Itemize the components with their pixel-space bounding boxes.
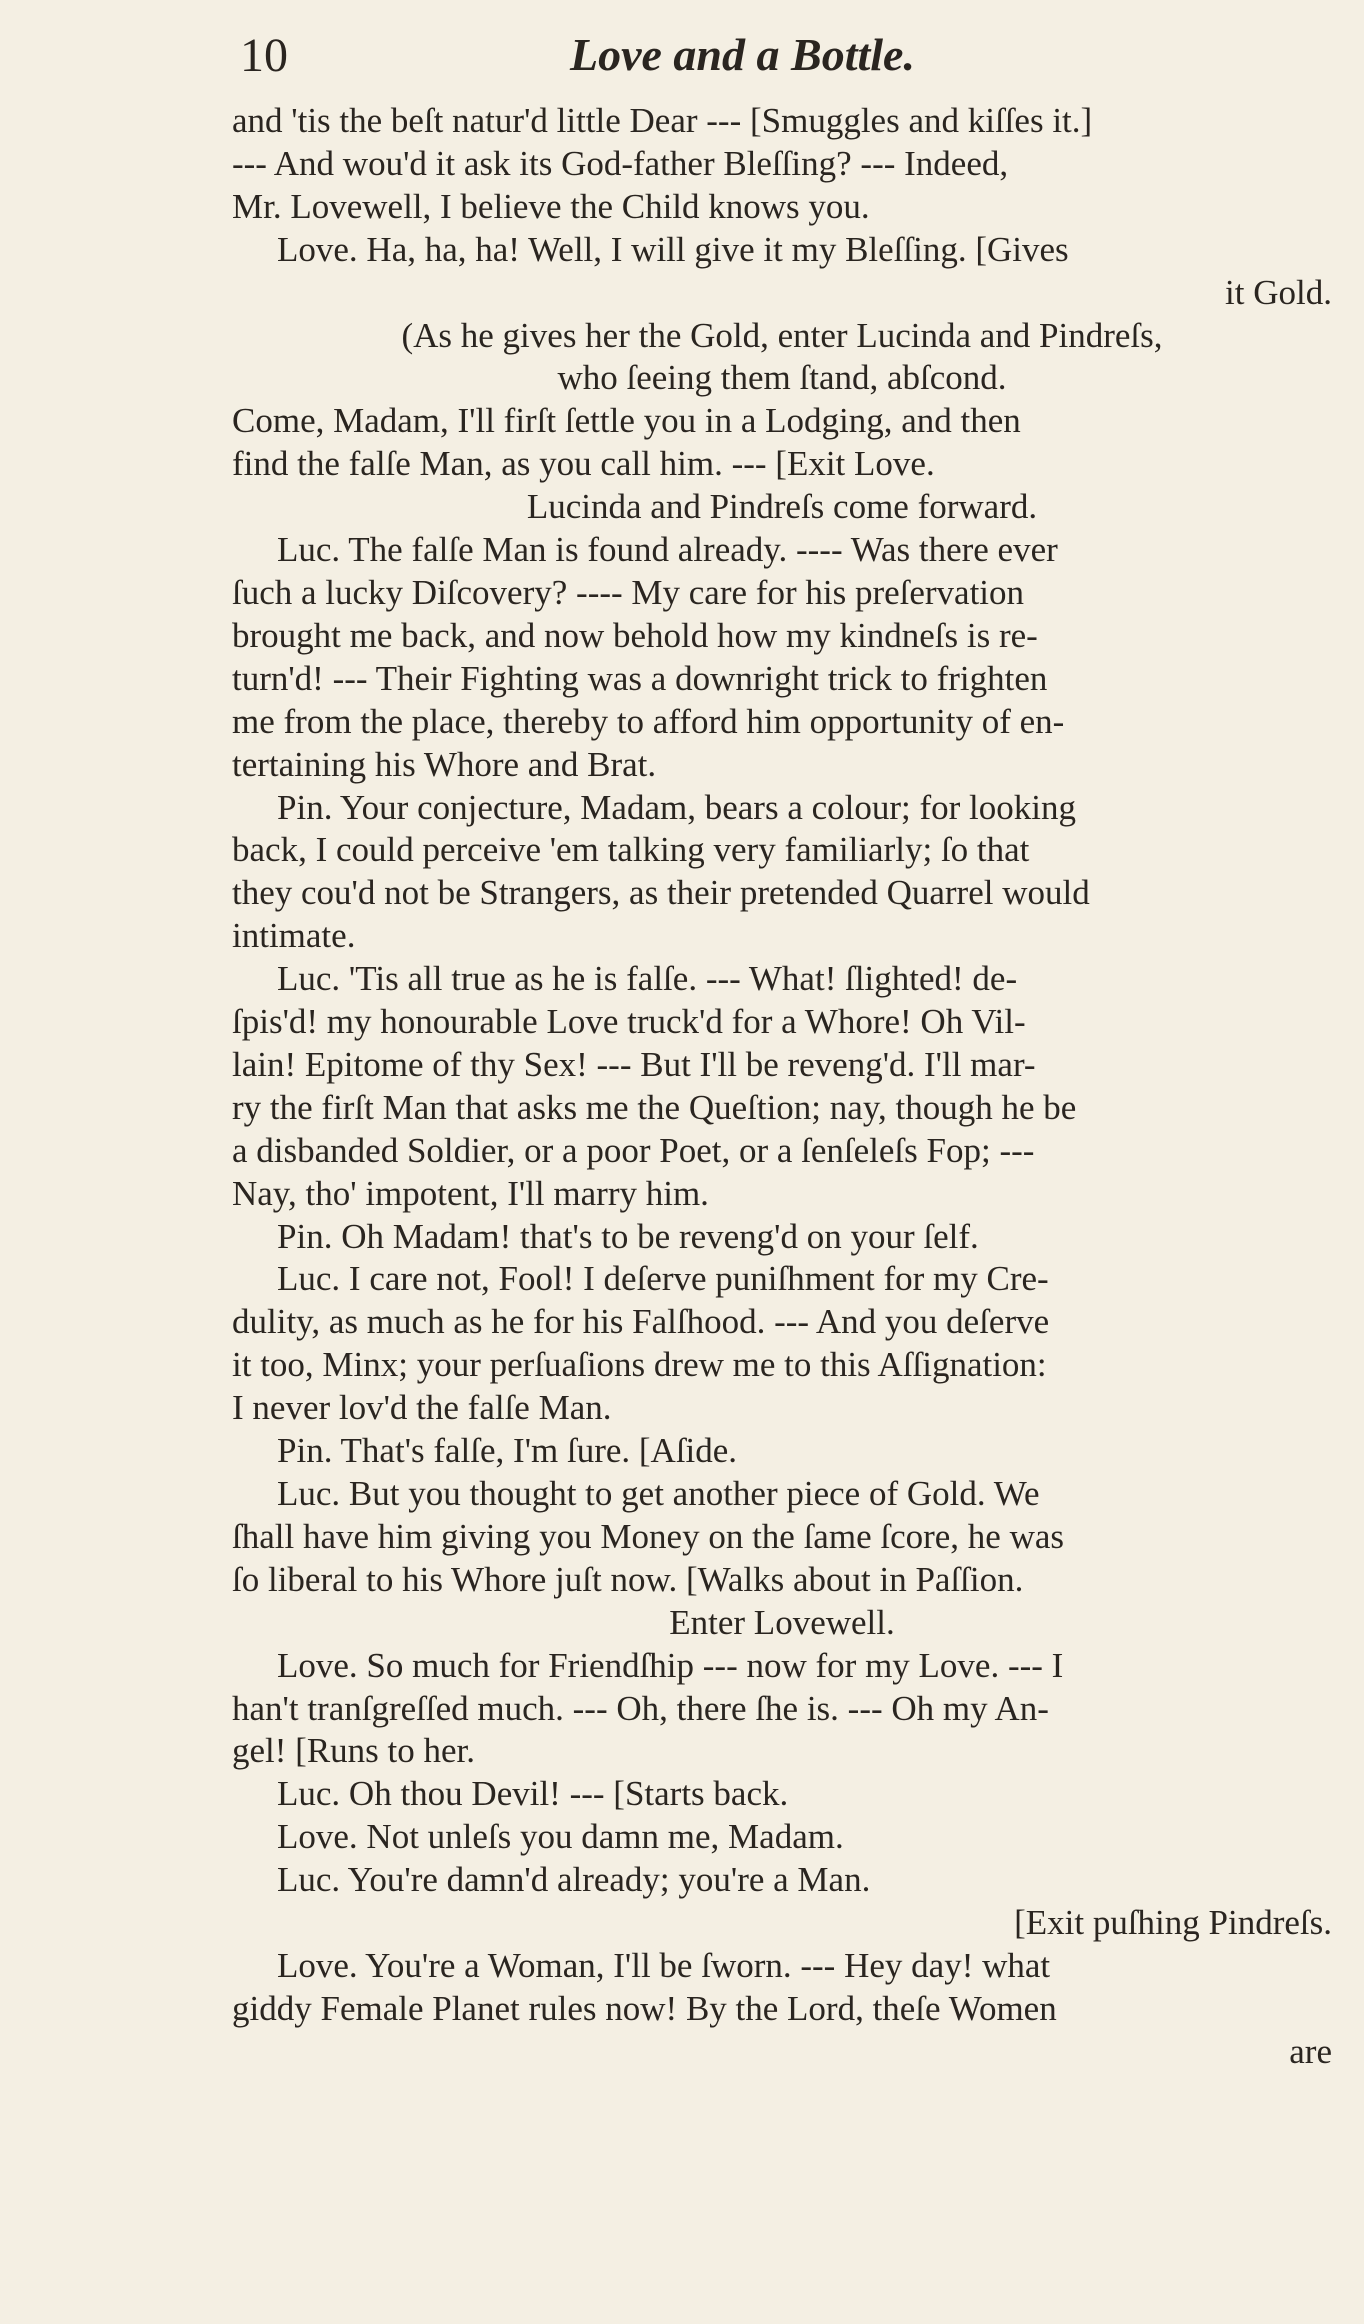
- text-line: tertaining his Whore and Brat.: [232, 744, 657, 784]
- text-line: Come, Madam, I'll firſt ſettle you in a Lodging, and then: [232, 401, 1021, 441]
- text-line: ry the firſt Man that asks me the Queſtion; nay, though he be: [232, 1087, 1077, 1127]
- text-line: --- And wou'd it ask its God-father Bleſſing? --- Indeed,: [232, 143, 1009, 183]
- text-line: a disbanded Soldier, or a poor Poet, or a ſenſeleſs Fop; ---: [232, 1130, 1035, 1170]
- text-line: dulity, as much as he for his Falſhood. --- And you deſerve: [232, 1302, 1050, 1342]
- running-title: Love and a Bottle.: [570, 29, 915, 80]
- text-line: find the falſe Man, as you call him. --- [Exit Love.: [232, 444, 935, 484]
- text-line: giddy Female Planet rules now! By the Lord, theſe Women: [232, 1988, 1057, 2028]
- text-line: gel! [Runs to her.: [232, 1731, 476, 1771]
- text-line: Pin. Oh Madam! that's to be reveng'd on your ſelf.: [277, 1216, 979, 1256]
- text-line: Mr. Lovewell, I believe the Child knows you.: [232, 186, 870, 226]
- text-line: (As he gives her the Gold, enter Lucinda and Pindreſs,: [401, 315, 1163, 355]
- page-header: [240, 28, 1320, 88]
- text-line: Love. Not unleſs you damn me, Madam.: [277, 1817, 844, 1857]
- text-line: ſhall have him giving you Money on the ſame ſcore, he was: [232, 1516, 1065, 1556]
- text-line: intimate.: [232, 916, 356, 956]
- text-line: Love. So much for Friendſhip --- now for my Love. --- I: [277, 1645, 1064, 1685]
- page-body: [232, 100, 1332, 2074]
- text-line: Pin. Your conjecture, Madam, bears a colour; for looking: [277, 787, 1077, 827]
- text-line: Luc. But you thought to get another piece of Gold. We: [277, 1474, 1040, 1513]
- text-line: back, I could perceive 'em talking very familiarly; ſo that: [232, 830, 1030, 870]
- text-line: ſuch a lucky Diſcovery? ---- My care for his preſervation: [232, 572, 1025, 612]
- text-line: Luc. I care not, Fool! I deſerve puniſhment for my Cre-: [277, 1259, 1049, 1299]
- text-line: Luc. Oh thou Devil! --- [Starts back.: [277, 1774, 789, 1814]
- text-line: turn'd! --- Their Fighting was a downright trick to frighten: [232, 658, 1048, 698]
- text-line: Love. Ha, ha, ha! Well, I will give it my Bleſſing. [Gives: [277, 229, 1069, 269]
- text-line: and 'tis the beſt natur'd little Dear --- [Smuggles and kiſſes it.]: [232, 101, 1093, 140]
- text-line: lain! Epitome of thy Sex! --- But I'll be reveng'd. I'll mar-: [232, 1044, 1036, 1084]
- text-line: ſo liberal to his Whore juſt now. [Walks about in Paſſion.: [232, 1559, 1024, 1599]
- text-line: they cou'd not be Strangers, as their pretended Quarrel would: [232, 873, 1090, 913]
- text-line: Nay, tho' impotent, I'll marry him.: [232, 1173, 709, 1213]
- text-line: Lucinda and Pindreſs come forward.: [526, 487, 1038, 527]
- text-line: it too, Minx; your perſuaſions drew me to this Aſſignation:: [232, 1345, 1047, 1385]
- text-line: ſpis'd! my honourable Love truck'd for a Whore! Oh Vil-: [232, 1002, 1026, 1042]
- text-line: it Gold.: [1225, 272, 1332, 312]
- text-line: Love. You're a Woman, I'll be ſworn. --- Hey day! what: [277, 1945, 1051, 1985]
- text-line: Enter Lovewell.: [669, 1602, 895, 1642]
- text-line: who ſeeing them ſtand, abſcond.: [557, 358, 1007, 398]
- text-line: Luc. The falſe Man is found already. ---- Was there ever: [277, 530, 1058, 570]
- text-line: I never lov'd the falſe Man.: [232, 1388, 612, 1428]
- text-line: me from the place, thereby to afford him opportunity of en-: [232, 701, 1065, 741]
- text-line: Luc. 'Tis all true as he is falſe. --- What! ſlighted! de-: [277, 959, 1018, 999]
- text-line: Luc. You're damn'd already; you're a Man.: [277, 1860, 871, 1900]
- text-line: Pin. That's falſe, I'm ſure. [Aſide.: [277, 1431, 738, 1471]
- text-line: han't tranſgreſſed much. --- Oh, there ſhe is. --- Oh my An-: [232, 1688, 1049, 1728]
- page-number: 10: [240, 29, 288, 82]
- text-line: are: [1289, 2031, 1332, 2071]
- text-line: [Exit puſhing Pindreſs.: [1014, 1903, 1332, 1943]
- text-line: brought me back, and now behold how my kindneſs is re-: [232, 615, 1038, 655]
